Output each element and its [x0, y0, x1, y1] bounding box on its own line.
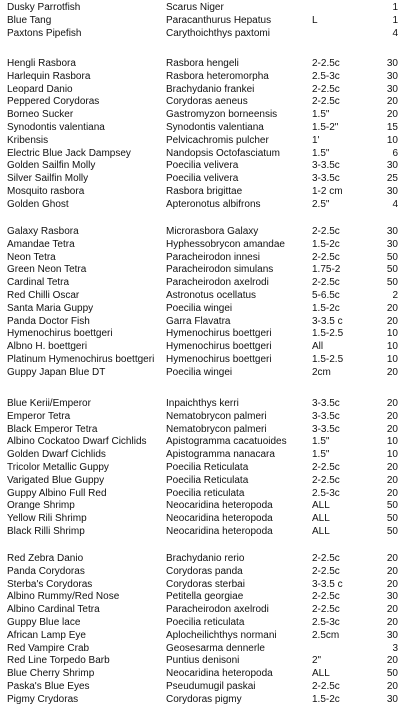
common-name-cell: Guppy Japan Blue DT	[7, 366, 106, 378]
quantity-cell: 50	[386, 668, 398, 680]
size-cell: 3-3.5c	[312, 398, 340, 409]
size-cell: 2-2.5c	[312, 591, 340, 603]
scientific-name-cell: Poecilia reticulata	[166, 617, 245, 628]
common-name-cell: Harlequin Rasbora	[7, 70, 91, 82]
quantity-cell: 30	[386, 83, 398, 95]
size-cell: 1.75-2	[312, 264, 341, 276]
table-row	[0, 58, 409, 70]
size-cell: 1.5"	[312, 436, 330, 448]
table-row	[0, 84, 409, 96]
scientific-name-cell: Puntius denisoni	[166, 655, 240, 667]
table-row	[0, 566, 409, 578]
common-name-cell: Emperor Tetra	[7, 410, 71, 422]
common-name-cell: Synodontis valentiana	[7, 122, 105, 133]
common-name-cell: Golden Sailfin Molly	[7, 160, 96, 172]
quantity-cell: 20	[386, 109, 398, 121]
common-name-cell: Albino Cockatoo Dwarf Cichlids	[7, 436, 147, 448]
size-cell: 1'	[312, 134, 320, 146]
quantity-cell: 20	[386, 410, 398, 422]
common-name-cell: Paska's Blue Eyes	[7, 681, 90, 692]
scientific-name-cell: Apistogramma nanacara	[166, 449, 275, 461]
scientific-name-cell: Inpaichthys kerri	[166, 398, 239, 409]
scientific-name-cell: Poecilia Reticulata	[166, 474, 249, 486]
table-row	[0, 526, 409, 538]
common-name-cell: Red Line Torpedo Barb	[7, 655, 110, 667]
size-cell: 2-2.5c	[312, 553, 340, 564]
scientific-name-cell: Astronotus ocellatus	[166, 290, 257, 301]
table-row	[0, 579, 409, 591]
quantity-cell: 50	[386, 277, 398, 289]
scientific-name-cell: Rasbora brigittae	[166, 186, 243, 197]
quantity-cell: 30	[386, 693, 398, 705]
size-cell: 2-2.5c	[312, 474, 340, 486]
quantity-cell: 20	[386, 565, 398, 577]
quantity-cell: 4	[392, 198, 398, 210]
quantity-cell: 30	[386, 238, 398, 250]
common-name-cell: Amandae Tetra	[7, 238, 75, 250]
size-cell: 1.5-2c	[312, 693, 340, 705]
scientific-name-cell: Paracheirodon axelrodi	[166, 277, 269, 289]
size-cell: ALL	[312, 500, 330, 512]
scientific-name-cell: Neocaridina heteropoda	[166, 500, 273, 512]
table-row	[0, 449, 409, 461]
scientific-name-cell: Neocaridina heteropoda	[166, 513, 273, 525]
size-cell: 2"	[312, 655, 322, 667]
size-cell: All	[312, 341, 324, 353]
quantity-cell: 20	[386, 604, 398, 616]
quantity-cell: 30	[386, 58, 398, 69]
quantity-cell: 15	[386, 122, 398, 133]
common-name-cell: Mosquito rasbora	[7, 186, 85, 197]
scientific-name-cell: Neocaridina heteropoda	[166, 526, 273, 537]
common-name-cell: Green Neon Tetra	[7, 264, 87, 276]
table-row	[0, 15, 409, 27]
size-cell: 1.5"	[312, 449, 330, 461]
table-row	[0, 617, 409, 629]
table-row	[0, 148, 409, 160]
size-cell: 2-2.5c	[312, 83, 340, 95]
scientific-name-cell: Neocaridina heteropoda	[166, 668, 273, 680]
scientific-name-cell: Poecilia velivera	[166, 173, 239, 185]
scientific-name-cell: Corydoras sterbai	[166, 578, 245, 590]
common-name-cell: Guppy Blue lace	[7, 617, 81, 628]
table-row	[0, 199, 409, 211]
scientific-name-cell: Poecilia Reticulata	[166, 462, 249, 473]
table-row	[0, 252, 409, 264]
scientific-name-cell: Paracheirodon simulans	[166, 264, 274, 276]
common-name-cell: Pigmy Crydoras	[7, 693, 79, 705]
table-row	[0, 553, 409, 565]
scientific-name-cell: Aplocheilichthys normani	[166, 629, 277, 641]
scientific-name-cell: Synodontis valentiana	[166, 122, 264, 133]
table-row	[0, 96, 409, 108]
quantity-cell: 30	[386, 591, 398, 603]
common-name-cell: African Lamp Eye	[7, 629, 86, 641]
common-name-cell: Hengli Rasbora	[7, 58, 76, 69]
size-cell: 3-3.5c	[312, 423, 340, 435]
table-row	[0, 28, 409, 40]
common-name-cell: Tricolor Metallic Guppy	[7, 462, 109, 473]
common-name-cell: Red Zebra Danio	[7, 553, 84, 564]
common-name-cell: Orange Shrimp	[7, 500, 75, 512]
size-cell: 1.5"	[312, 147, 330, 159]
table-row	[0, 277, 409, 289]
table-row	[0, 122, 409, 134]
scientific-name-cell: Hymenochirus boettgeri	[166, 354, 272, 365]
quantity-cell: 30	[386, 160, 398, 172]
quantity-cell: 1	[392, 14, 398, 26]
size-cell: 5-6.5c	[312, 290, 340, 301]
table-row	[0, 681, 409, 693]
size-cell: ALL	[312, 668, 330, 680]
quantity-cell: 50	[386, 264, 398, 276]
size-cell: 3-3.5c	[312, 410, 340, 422]
scientific-name-cell: Apistogramma cacatuoides	[166, 436, 287, 448]
scientific-name-cell: Scarus Niger	[166, 2, 224, 13]
scientific-name-cell: Paracanthurus Hepatus	[166, 14, 272, 26]
quantity-cell: 20	[386, 617, 398, 628]
table-row	[0, 2, 409, 14]
table-row	[0, 135, 409, 147]
common-name-cell: Hymenochirus boettgeri	[7, 328, 113, 340]
scientific-name-cell: Geosesarma dennerle	[166, 642, 265, 654]
quantity-cell: 20	[386, 553, 398, 564]
quantity-cell: 10	[386, 328, 398, 340]
size-cell: 2.5-3c	[312, 617, 340, 628]
size-cell: 1.5-2.5	[312, 328, 344, 340]
scientific-name-cell: Pseudumugil paskai	[166, 681, 256, 692]
size-cell: 2-2.5c	[312, 58, 340, 69]
size-cell: ALL	[312, 526, 330, 537]
table-row	[0, 109, 409, 121]
common-name-cell: Black Rilli Shrimp	[7, 526, 85, 537]
common-name-cell: Albino Cardinal Tetra	[7, 604, 100, 616]
common-name-cell: Platinum Hymenochirus boettgeri	[7, 354, 155, 365]
quantity-cell: 20	[386, 578, 398, 590]
quantity-cell: 2	[392, 290, 398, 301]
quantity-cell: 50	[386, 526, 398, 537]
table-row	[0, 655, 409, 667]
quantity-cell: 10	[386, 341, 398, 353]
quantity-cell: 30	[386, 226, 398, 237]
quantity-cell: 10	[386, 449, 398, 461]
common-name-cell: Sterba's Corydoras	[7, 578, 93, 590]
scientific-name-cell: Hymenochirus boettgeri	[166, 328, 272, 340]
table-row	[0, 264, 409, 276]
table-row	[0, 239, 409, 251]
common-name-cell: Red Vampire Crab	[7, 642, 90, 654]
common-name-cell: Varigated Blue Guppy	[7, 474, 105, 486]
scientific-name-cell: Nematobrycon palmeri	[166, 410, 267, 422]
scientific-name-cell: Garra Flavatra	[166, 315, 231, 327]
quantity-cell: 50	[386, 500, 398, 512]
table-row	[0, 316, 409, 328]
common-name-cell: Peppered Corydoras	[7, 96, 100, 108]
quantity-cell: 20	[386, 474, 398, 486]
scientific-name-cell: Carythoichthys paxtomi	[166, 27, 270, 39]
table-row	[0, 668, 409, 680]
scientific-name-cell: Nematobrycon palmeri	[166, 423, 267, 435]
quantity-cell: 4	[392, 27, 398, 39]
size-cell: 2-2.5c	[312, 604, 340, 616]
quantity-cell: 50	[386, 251, 398, 263]
table-row	[0, 591, 409, 603]
table-row	[0, 367, 409, 379]
quantity-cell: 30	[386, 186, 398, 197]
quantity-cell: 20	[386, 423, 398, 435]
table-row	[0, 303, 409, 315]
common-name-cell: Panda Corydoras	[7, 565, 85, 577]
quantity-cell: 20	[386, 655, 398, 667]
table-row	[0, 186, 409, 198]
table-row	[0, 643, 409, 655]
common-name-cell: Kribensis	[7, 134, 49, 146]
size-cell: 1.5"	[312, 109, 330, 121]
scientific-name-cell: Microrasbora Galaxy	[166, 226, 259, 237]
quantity-cell: 20	[386, 487, 398, 499]
size-cell: 3-3.5 c	[312, 315, 343, 327]
common-name-cell: Golden Dwarf Cichlids	[7, 449, 106, 461]
common-name-cell: Guppy Albino Full Red	[7, 487, 107, 499]
size-cell: 2-2.5c	[312, 681, 340, 692]
size-cell: 1-2 cm	[312, 186, 343, 197]
table-row	[0, 398, 409, 410]
quantity-cell: 1	[392, 2, 398, 13]
quantity-cell: 20	[386, 366, 398, 378]
common-name-cell: Golden Ghost	[7, 198, 69, 210]
quantity-cell: 20	[386, 302, 398, 314]
table-row	[0, 488, 409, 500]
quantity-cell: 20	[386, 315, 398, 327]
quantity-cell: 30	[386, 70, 398, 82]
size-cell: 2.5-3c	[312, 70, 340, 82]
quantity-cell: 6	[392, 147, 398, 159]
size-cell: 3-3.5c	[312, 160, 340, 172]
scientific-name-cell: Corydoras panda	[166, 565, 243, 577]
common-name-cell: Red Chilli Oscar	[7, 290, 80, 301]
scientific-name-cell: Poecilia velivera	[166, 160, 239, 172]
quantity-cell: 3	[392, 642, 398, 654]
size-cell: 2-2.5c	[312, 462, 340, 473]
scientific-name-cell: Paracheirodon axelrodi	[166, 604, 269, 616]
size-cell: 2-2.5c	[312, 251, 340, 263]
table-row	[0, 630, 409, 642]
size-cell: 2-2.5c	[312, 565, 340, 577]
table-row	[0, 160, 409, 172]
quantity-cell: 10	[386, 436, 398, 448]
scientific-name-cell: Hyphessobrycon amandae	[166, 238, 285, 250]
common-name-cell: Albino Rummy/Red Nose	[7, 591, 120, 603]
size-cell: 2.5"	[312, 198, 330, 210]
table-row	[0, 694, 409, 706]
table-row	[0, 604, 409, 616]
quantity-cell: 20	[386, 96, 398, 108]
size-cell: 2-2.5c	[312, 96, 340, 108]
common-name-cell: Silver Sailfin Molly	[7, 173, 89, 185]
table-row	[0, 436, 409, 448]
table-row	[0, 328, 409, 340]
scientific-name-cell: Hymenochirus boettgeri	[166, 341, 272, 353]
scientific-name-cell: Corydoras aeneus	[166, 96, 248, 108]
size-cell: 1.5-2c	[312, 238, 340, 250]
table-row	[0, 424, 409, 436]
common-name-cell: Galaxy Rasbora	[7, 226, 79, 237]
scientific-name-cell: Apteronotus albifrons	[166, 198, 261, 210]
size-cell: 2.5cm	[312, 629, 340, 641]
common-name-cell: Yellow Rili Shrimp	[7, 513, 87, 525]
common-name-cell: Blue Cherry Shrimp	[7, 668, 95, 680]
common-name-cell: Cardinal Tetra	[7, 277, 70, 289]
common-name-cell: Leopard Danio	[7, 83, 73, 95]
quantity-cell: 10	[386, 354, 398, 365]
scientific-name-cell: Nandopsis Octofasciatum	[166, 147, 280, 159]
size-cell: 2.5-3c	[312, 487, 340, 499]
size-cell: 1.5-2c	[312, 302, 340, 314]
common-name-cell: Blue Tang	[7, 14, 52, 26]
scientific-name-cell: Paracheirodon innesi	[166, 251, 260, 263]
scientific-name-cell: Poecilia reticulata	[166, 487, 245, 499]
table-row	[0, 290, 409, 302]
scientific-name-cell: Pelvicachromis pulcher	[166, 134, 269, 146]
size-cell: 1.5-2.5	[312, 354, 344, 365]
quantity-cell: 30	[386, 629, 398, 641]
size-cell: 2-2.5c	[312, 226, 340, 237]
quantity-cell: 50	[386, 513, 398, 525]
table-row	[0, 341, 409, 353]
size-cell: 2-2.5c	[312, 277, 340, 289]
common-name-cell: Borneo Sucker	[7, 109, 74, 121]
size-cell: 2cm	[312, 366, 331, 378]
scientific-name-cell: Brachydanio rerio	[166, 553, 245, 564]
size-cell: ALL	[312, 513, 330, 525]
scientific-name-cell: Poecilia wingei	[166, 366, 233, 378]
table-row	[0, 354, 409, 366]
common-name-cell: Neon Tetra	[7, 251, 56, 263]
size-cell: L	[312, 14, 318, 26]
scientific-name-cell: Rasbora hengeli	[166, 58, 239, 69]
size-cell: 1.5-2"	[312, 122, 339, 133]
common-name-cell: Santa Maria Guppy	[7, 302, 94, 314]
quantity-cell: 20	[386, 398, 398, 409]
scientific-name-cell: Poecilia wingei	[166, 302, 233, 314]
common-name-cell: Paxtons Pipefish	[7, 27, 82, 39]
common-name-cell: Black Emperor Tetra	[7, 423, 98, 435]
common-name-cell: Dusky Parrotfish	[7, 2, 81, 13]
table-row	[0, 513, 409, 525]
common-name-cell: Electric Blue Jack Dampsey	[7, 147, 131, 159]
table-row	[0, 462, 409, 474]
quantity-cell: 10	[386, 134, 398, 146]
scientific-name-cell: Gastromyzon borneensis	[166, 109, 278, 121]
scientific-name-cell: Corydoras pigmy	[166, 693, 242, 705]
size-cell: 3-3.5 c	[312, 578, 343, 590]
quantity-cell: 20	[386, 681, 398, 692]
table-row	[0, 411, 409, 423]
common-name-cell: Blue Kerii/Emperor	[7, 398, 91, 409]
table-row	[0, 475, 409, 487]
common-name-cell: Panda Doctor Fish	[7, 315, 90, 327]
table-row	[0, 500, 409, 512]
table-row	[0, 226, 409, 238]
quantity-cell: 20	[386, 462, 398, 473]
quantity-cell: 25	[386, 173, 398, 185]
table-row	[0, 71, 409, 83]
scientific-name-cell: Brachydanio frankei	[166, 83, 255, 95]
scientific-name-cell: Rasbora heteromorpha	[166, 70, 269, 82]
table-row	[0, 173, 409, 185]
scientific-name-cell: Petitella georgiae	[166, 591, 244, 603]
common-name-cell: Albno H. boettgeri	[7, 341, 88, 353]
size-cell: 3-3.5c	[312, 173, 340, 185]
